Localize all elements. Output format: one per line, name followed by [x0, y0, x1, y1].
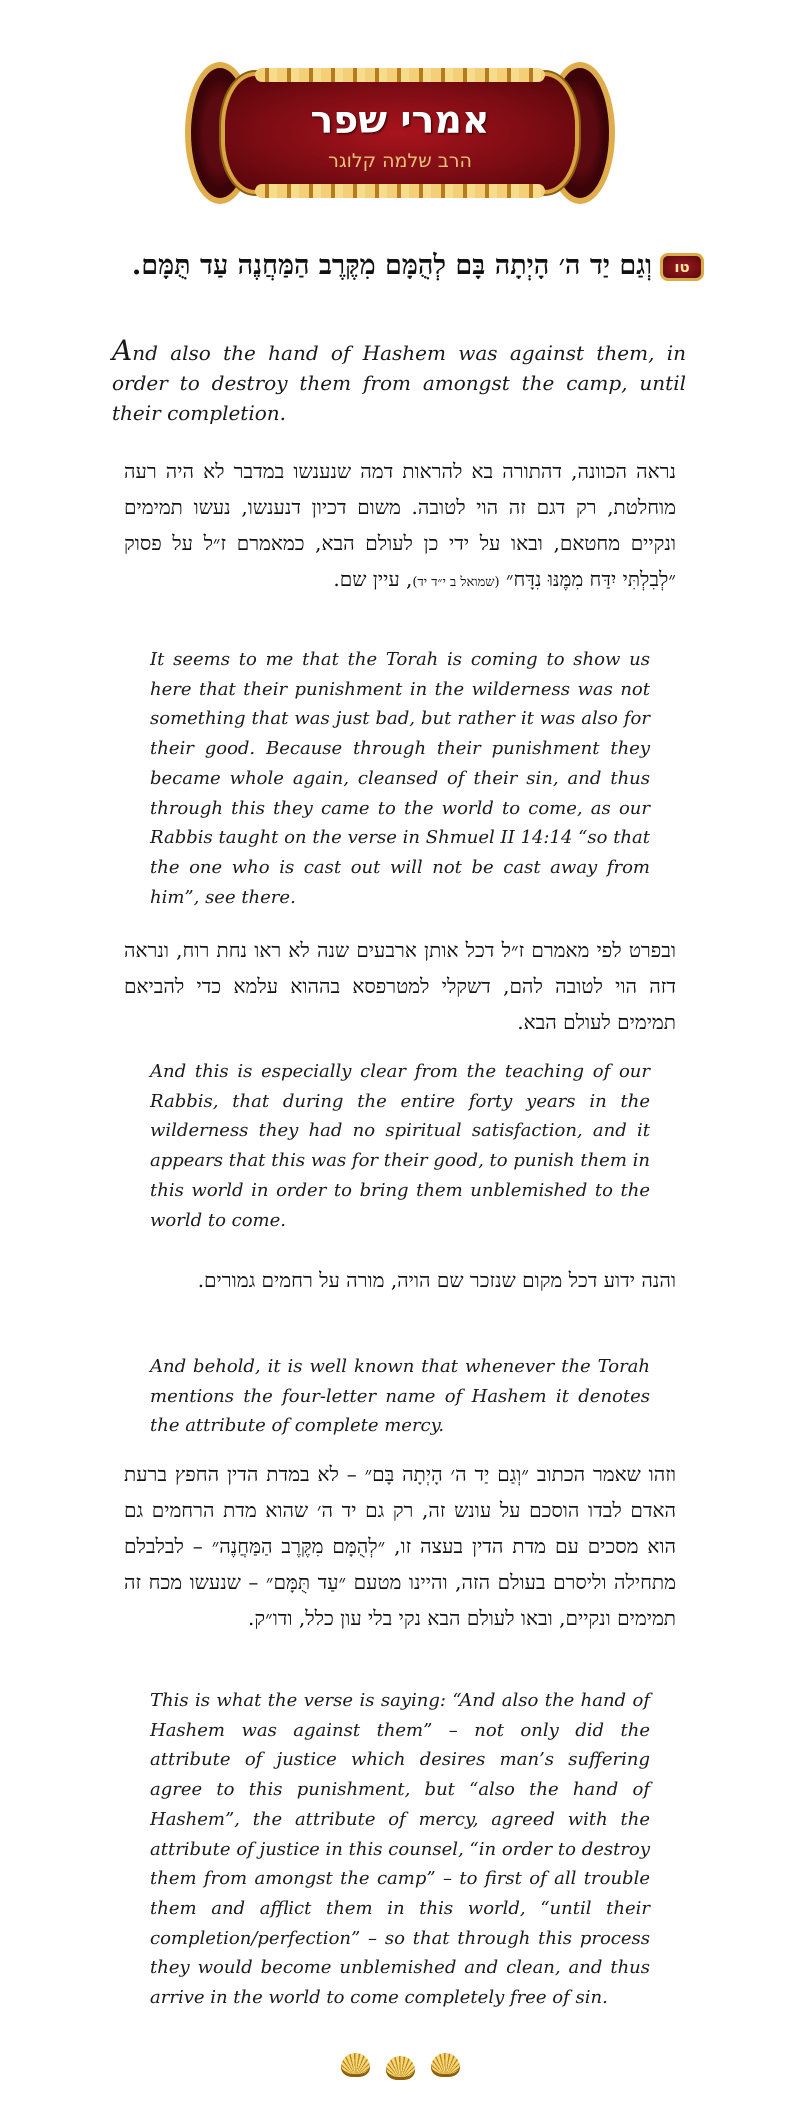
commentary-hebrew-2: ובפרט לפי מאמרם ז״ל דכל אותן ארבעים שנה לא ראו נחת רוח, ונראה דזה הוי לטובה להם, דשקלי למטרפסא בההוא עלמא כדי להביאם תמימים לעולם הבא.: [124, 938, 676, 1034]
source-reference: (שמואל ב י״ד יד): [412, 575, 500, 590]
hebrew-text-end: , עיין שם.: [333, 567, 413, 591]
commentary-english-4: This is what the verse is saying: “And also the hand of Hashem was against them” – not only did the attribute of justice which desires man’s suffering agree to this punishment, but “also the hand of Hashem”, the attribute of mercy, agreed with the attribute of justice in this counsel, “in order to destroy them from amongst the camp” – to first of all trouble them and afflict them in this world, “until their completion/perfection” – so that through this process they would become unblemished and clean, and thus arrive in the world to come completely free of sin.: [150, 1690, 650, 2009]
commentary-hebrew-3: והנה ידוע דכל מקום שנזכר שם הויה, מורה על רחמים גמורים.: [197, 1268, 676, 1292]
verse-translation-text: nd also the hand of Hashem was against them, in order to destroy them from amongst the camp, until their completion.: [112, 341, 686, 425]
verse-hebrew: [98, 246, 704, 286]
banner-subtitle: הרב שלמה קלוגר: [328, 150, 472, 172]
commentary-english-1: It seems to me that the Torah is coming to show us here that their punishment in the wilderness was not something that was just bad, but rather it was also for their good. Because through their punishment they became whole again, cleansed of their sin, and thus through this they came to the world to come, as our Rabbis taught on the verse in Shmuel II 14:14 “so that the one who is cast out will not be cast away from him”, see there.: [150, 649, 650, 908]
verse-translation: [112, 336, 686, 428]
gold-rope-top: [255, 68, 545, 82]
commentary-english-3: And behold, it is well known that whenever the Torah mentions the four-letter name of Hashem it denotes the attribute of complete mercy.: [150, 1356, 650, 1437]
gold-rope-bottom: [255, 184, 545, 198]
shell-icon: [341, 2053, 370, 2077]
footer-ornament: [0, 2053, 800, 2082]
banner-title: אמרי שפר: [310, 98, 490, 142]
dropcap: A: [112, 334, 133, 367]
commentary-hebrew-4: וזהו שאמר הכתוב ״וְגַם יַד ה׳ הָיְתָה בָּם״ – לא במדת הדין החפץ ברעת האדם לבדו הוסכם על עונש זה, רק גם יד ה׳ שהוא מדת הרחמים גם הוא מסכים עם מדת הדין בעצה זו, ״לְהֻמָּם מִקֶּרֶב הַמַּחֲנֶה״ – לבלבלם מתחילה וליסרם בעולם הזה, והיינו מטעם ״עַד תֻּמָּם״ – שנעשו מכח זה תמימים ונקיים, ובאו לעולם הבא נקי בלי עון כלל, ודו״ק.: [124, 1462, 676, 1630]
title-banner: [185, 58, 615, 208]
shell-icon: [386, 2056, 415, 2080]
verse-text: וְגַם יַד ה׳ הָיְתָה בָּם לְהֻמָּם מִקֶּרֶב הַמַּחֲנֶה עַד תֻּמָּם.: [131, 250, 652, 281]
commentary-english-2: And this is especially clear from the teaching of our Rabbis, that during the entire forty years in the wilderness they had no spiritual satisfaction, and it appears that this was for their good, to punish them in this world in order to bring them unblemished to the world to come.: [150, 1061, 650, 1231]
verse-number-badge: טו: [660, 253, 704, 281]
commentary-hebrew-1: [124, 453, 676, 601]
hebrew-text: נראה הכוונה, דהתורה בא להראות דמה שנענשו במדבר לא היה רעה מוחלטת, רק דגם זה הוי לטובה. משום דכיון דנענשו, נעשו תמימים ונקיים מחטאם, ובאו על ידי כן לעולם הבא, כמאמרם ז״ל על פסוק ״לְבִלְתִּי יִדַּח מִמֶּנּוּ נִדָּח״: [124, 459, 676, 591]
shell-icon: [431, 2053, 460, 2077]
